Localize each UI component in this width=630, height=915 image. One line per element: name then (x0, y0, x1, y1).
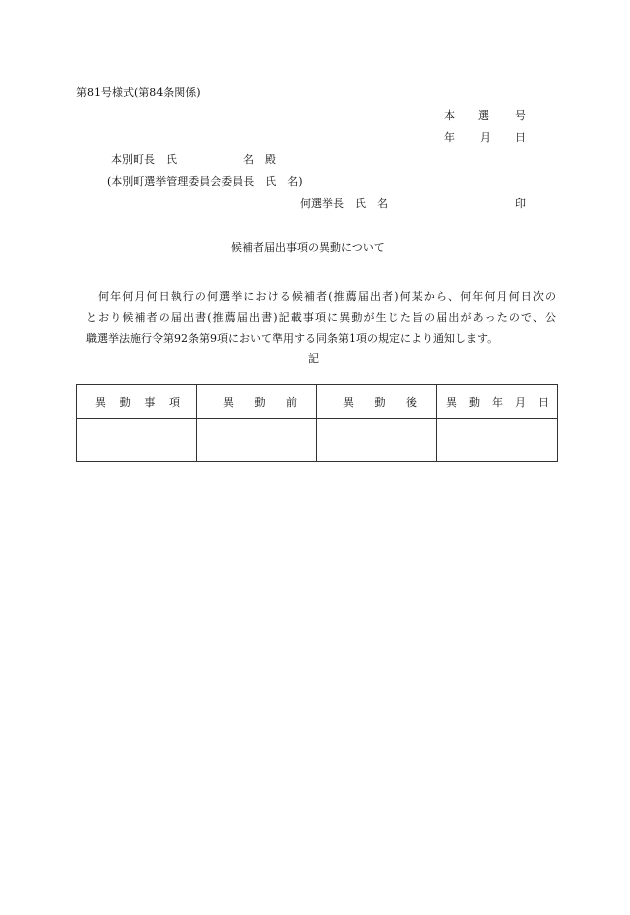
reference-char-1: 本 (444, 109, 455, 122)
date-month: 月 (480, 131, 491, 144)
table-cell-change-item (77, 419, 197, 462)
header-before-change: 異 動 前 (197, 385, 317, 419)
addressee-line-2: (本別町選挙管理委員会委員長 氏 名) (107, 175, 303, 188)
table-cell-before (197, 419, 317, 462)
addressee-name: 本別町長 氏 (111, 153, 177, 166)
form-number: 第81号様式(第84条関係) (76, 86, 201, 99)
body-line: 何年何月何日執行の何選挙における候補者(推薦届出者)何某から、何年何月何日次の (98, 290, 556, 303)
sender-title: 何選挙長 氏 名 (300, 197, 388, 210)
addressee-honorific: 名 殿 (243, 153, 276, 166)
seal-mark: 印 (515, 197, 526, 210)
header-change-item: 異 動 事 項 (77, 385, 197, 419)
date-year: 年 (444, 131, 455, 144)
date-day: 日 (515, 131, 526, 144)
reference-char-3: 号 (515, 109, 526, 122)
body-line: 職選挙法施行令第92条第9項において準用する同条第1項の規定により通知します。 (86, 332, 499, 345)
reference-char-2: 選 (478, 109, 489, 122)
body-paragraph (86, 286, 556, 349)
table-header-row (77, 385, 558, 419)
header-after-change: 異 動 後 (317, 385, 437, 419)
addressee-line-1 (111, 153, 276, 167)
change-table (76, 384, 558, 462)
table-cell-date (437, 419, 558, 462)
table-cell-after (317, 419, 437, 462)
document-title: 候補者届出事項の異動について (231, 241, 385, 254)
body-line: とおり候補者の届出書(推薦届出書)記載事項に異動が生じた旨の届出があったので、公 (86, 311, 556, 324)
header-change-date: 異 動 年 月 日 (437, 385, 558, 419)
ki-heading: 記 (308, 352, 319, 365)
table-row (77, 419, 558, 462)
